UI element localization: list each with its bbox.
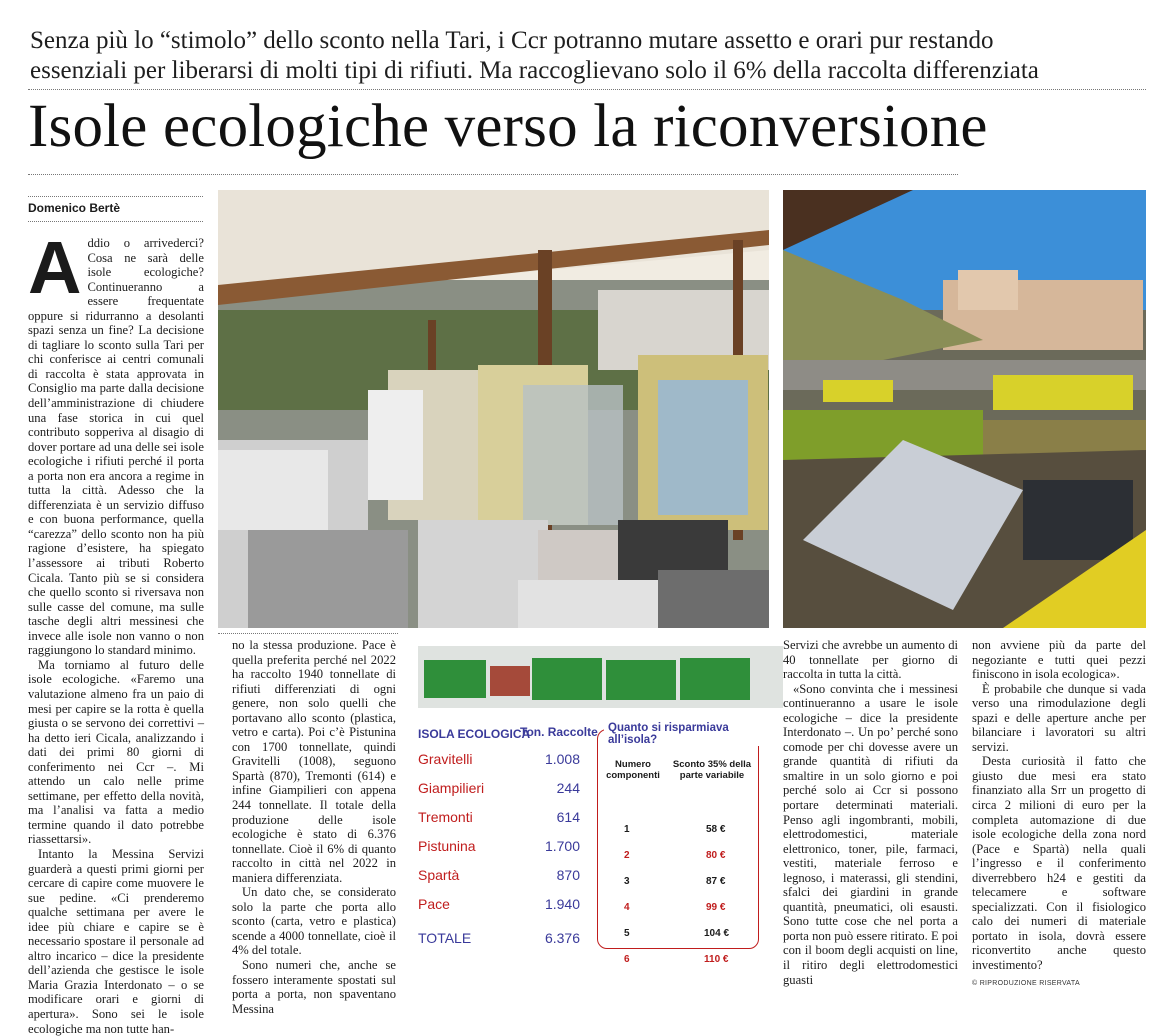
- savings-value: 87 €: [706, 876, 726, 887]
- photo-isola-ecologica-cassoni: [783, 190, 1146, 628]
- col-header-isola: ISOLA ECOLOGICA: [418, 727, 531, 741]
- paragraph: «Sono convinta che i messinesi continueranno a usare le isole ecologiche – dice la presidente Interdonato –. Un po’ perché sono comode per chi dovesse avere un grande quantità di rifiuti da smaltire in un solo giorno e poi perché solo ai Ccr si possono portare determinati materiali. Penso agli ingombranti, mobili, elettrodomestici, materiale elettronico, toner, pile, farmaci, vestiti, materiale ferroso e legnoso, i materassi, gli stendini, sfalci dei giardini in grande quantità, pneumatici, oli esausti. Sono tutte cose che nel porta a porta non può essere ritirato. E poi con il boom degli acquisti on line, il ritiro degli elettrodomestici guasti: [783, 681, 958, 987]
- bins-photo: [418, 646, 783, 708]
- byline-rule-bottom: [28, 221, 203, 222]
- isola-name: Pace: [418, 896, 450, 912]
- photo-illustration: [218, 190, 769, 628]
- photo-illustration: [783, 190, 1146, 628]
- byline-rule-top: [28, 196, 203, 197]
- savings-count: 1: [624, 824, 630, 835]
- paragraph: Desta curiosità il fatto che giusto due mesi era stato finanziato alla Srr un progetto di circa 2 milioni di euro per la completa automazione di due isole ecologiche della zona nord (Pace e Spartà) nella quali l’ingresso e il conferimento diverrebbero h24 e gestiti da telecamere e software specializzati. Con il fisiologico calo dei numeri di materiale portato in isola, dovrà essere riconvertito anche questo investimento?: [972, 754, 1146, 973]
- col-header-ton: Ton. Raccolte: [520, 725, 598, 739]
- copyright-credit: © RIPRODUZIONE RISERVATA: [972, 979, 1080, 987]
- subtitle-line-1: Senza più lo “stimolo” dello sconto nella Tari, i Ccr potranno mutare assetto e orari pur restando: [30, 27, 994, 54]
- savings-value: 58 €: [706, 824, 726, 835]
- savings-col-header-discount: Sconto 35% della parte variabile: [672, 759, 752, 781]
- infographic: [408, 641, 773, 971]
- isola-name: Gravitelli: [418, 751, 473, 767]
- top-rule: [28, 89, 1146, 90]
- total-label: TOTALE: [418, 930, 472, 946]
- savings-value: 110 €: [704, 954, 729, 965]
- savings-value: 80 €: [706, 850, 726, 861]
- isola-value: 1.700: [544, 838, 580, 854]
- column-rule: [218, 633, 398, 634]
- savings-count: 3: [624, 876, 630, 887]
- column-3: [783, 638, 958, 987]
- savings-count: 4: [624, 902, 630, 913]
- isola-name: Spartà: [418, 867, 460, 883]
- isola-value: 1.008: [544, 751, 580, 767]
- paragraph: non avviene più da parte del negoziante e tutti quei pezzi finiscono in isola ecologica».: [972, 638, 1146, 682]
- isola-name: Giampilieri: [418, 780, 485, 796]
- paragraph: Sono numeri che, anche se fossero interamente spostati sul porta a porta, non spaventano Messina: [232, 958, 396, 1016]
- paragraph: Ma torniamo al futuro delle isole ecologiche. «Faremo una valutazione almeno fra un paio di mesi per capire se la rotta è quella giusta o se servono dei correttivi – ha detto ieri Cicala, analizzando i dati dei primi 80 giorni di conferimento nei Ccr –. Mi attendo un calo nelle prime settimane, per effetto della novità, ma l’analisi va fatta a medio termine quando il dato potrebbe riassettarsi».: [28, 657, 204, 847]
- byline: Domenico Bertè: [28, 201, 121, 215]
- savings-count: 2: [624, 850, 630, 861]
- paragraph: Servizi che avrebbe un aumento di 40 tonnellate per giorno di raccolta in tutta la città.: [783, 638, 958, 682]
- column-1: [28, 226, 204, 1036]
- savings-value: 99 €: [706, 902, 726, 913]
- headline: Isole ecologiche verso la riconversione: [28, 93, 988, 160]
- paragraph: È probabile che dunque si vada verso una rimodulazione degli spazi e delle aperture anche per bilanciare i lavoratori su altri servizi.: [972, 681, 1146, 754]
- drop-cap: A: [28, 226, 82, 309]
- subtitle-line-2: essenziali per liberarsi di molti tipi di rifiuti. Ma raccoglievano solo il 6% della raccolta differenziata: [30, 57, 1039, 84]
- photo-isola-ecologica-interno: [218, 190, 769, 628]
- paragraph: ddio o arrivederci? Cosa ne sarà delle isole ecologiche? Continueranno a essere frequentate oppure si ridurranno a desolanti spazi senza un fine? La decisione di tagliare lo sconto sulla Tari per chi conferisce ai centri comunali di raccolta è stata approvata in Consiglio ma parte dalla decisione dell’amministrazione di chiudere una fase storica in cui quel contributo sopperiva al disagio di dover portare ad una delle sei isole ecologiche i rifiuti perché il porta a porta non era ancora a regime in tutta la città. Adesso che la differenziata è un servizio diffuso e con buona performance, quella “carezza” dello sconto non ha più ragione d’esistere, ha spiegato l’assessore ai tributi Roberto Cicala. Tanto più se si considera che quello sconto si riversava non sulle casse del comune, ma sulle tasche degli altri messinesi che invece alle isole non vanno o non raggiungono lo standard minimo.: [28, 236, 204, 658]
- isola-name: Pistunina: [418, 838, 476, 854]
- savings-count: 6: [624, 954, 630, 965]
- total-value: 6.376: [544, 930, 580, 946]
- paragraph: no la stessa produzione. Pace è quella preferita perché nel 2022 ha raccolto 1940 tonnellate di rifiuti differenziati di ogni genere, non solo quelli che portavano allo sconto (plastica, vetro e carta). Poi c’è Pistunina con 1700 tonnellate, quindi Gravitelli (1008), seguono Spartà (870), Tremonti (614) e infine Giampilieri con appena 244 tonnellate. Il totale della produzione delle isole ecologiche è stato di 6.376 tonnellate. Cioè il 6% di quanto raccolto in città nel 2022 in maniera differenziata.: [232, 638, 396, 885]
- savings-col-header-components: Numero componenti: [606, 759, 660, 781]
- isola-value: 614: [556, 809, 580, 825]
- headline-rule: [28, 174, 958, 175]
- isola-value: 244: [556, 780, 580, 796]
- isola-name: Tremonti: [418, 809, 473, 825]
- isola-value: 870: [556, 867, 580, 883]
- paragraph: Un dato che, se considerato solo la parte che porta allo sconto (carta, vetro e plastica) scende a 4000 tonnellate, cioè il 4% del totale.: [232, 885, 396, 958]
- savings-count: 5: [624, 928, 630, 939]
- savings-box-title: Quanto si risparmiava all’isola?: [604, 722, 773, 746]
- article-subtitle: [30, 26, 1130, 86]
- column-4: [972, 638, 1146, 991]
- isola-value: 1.940: [544, 896, 580, 912]
- column-2: [232, 638, 396, 1016]
- savings-value: 104 €: [704, 928, 730, 939]
- paragraph: Intanto la Messina Servizi guarderà a questi primi giorni per cercare di capire come muovere le sue pedine. «Ci prenderemo qualche settimana per avere le idee più chiare e capire se è necessario spostare il personale ad altro incarico – dice la presidente dell’azienda che gestisce le isole Maria Grazia Interdonato – o se modificare orari e giorni di apertura». Sono sei le isole ecologiche ma non tutte han-: [28, 846, 204, 1036]
